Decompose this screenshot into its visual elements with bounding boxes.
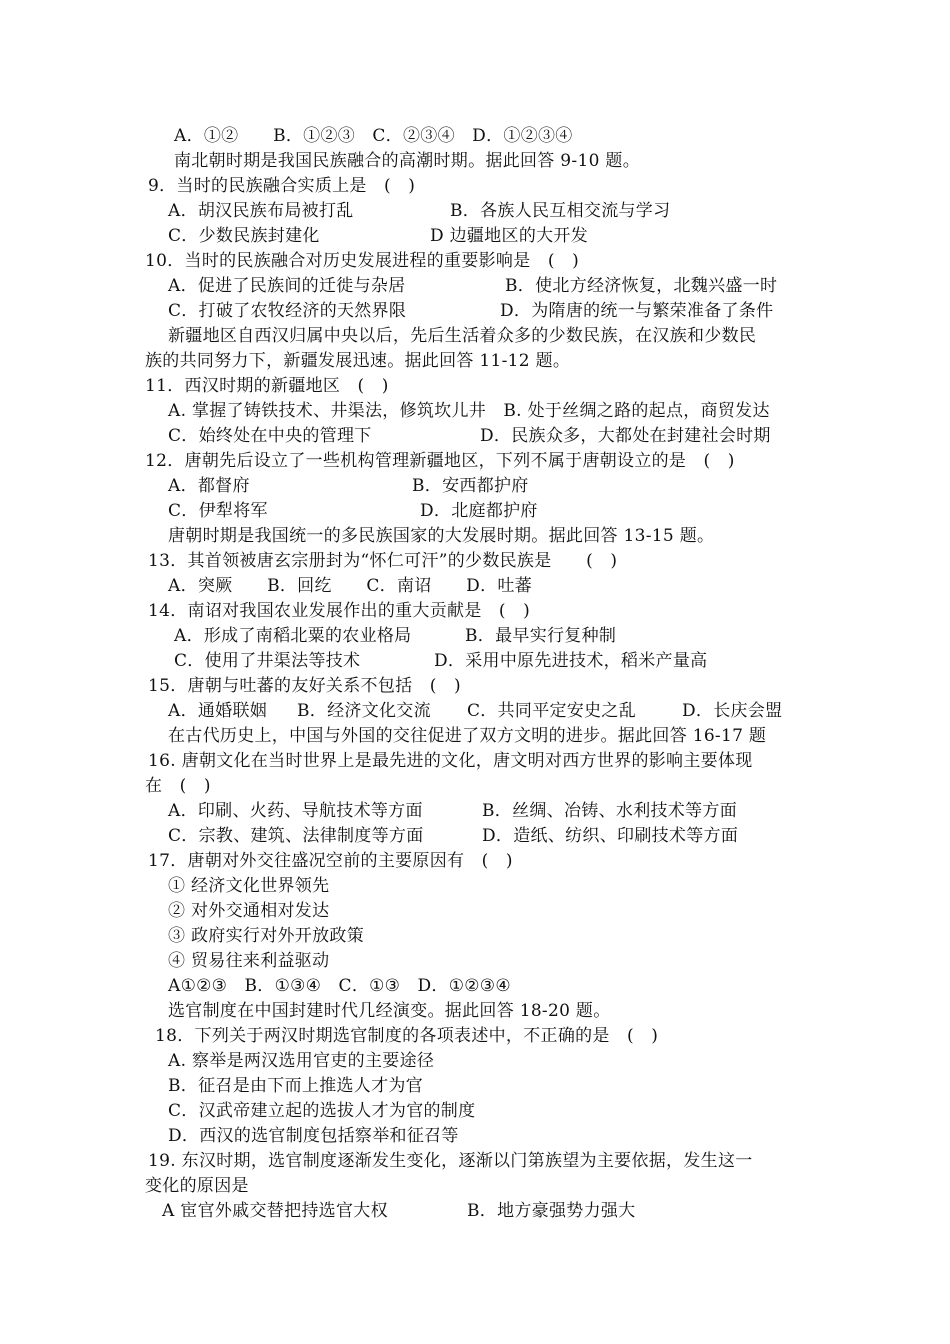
q14-option-d: D．采用中原先进技术，稻米产量高 (434, 651, 708, 671)
q10-option-a: A．促进了民族间的迁徙与杂居 (168, 276, 406, 296)
q17-item-2: ② 对外交通相对发达 (168, 901, 330, 921)
q14-option-a: A．形成了南稻北粟的农业格局 (174, 626, 412, 646)
question-10: 10．当时的民族融合对历史发展进程的重要影响是 ( ) (145, 251, 579, 271)
q16-option-d: D．造纸、纺织、印刷技术等方面 (482, 826, 739, 846)
q17-item-3: ③ 政府实行对外开放政策 (168, 926, 365, 946)
q18-option-d: D．西汉的选官制度包括察举和征召等 (168, 1126, 459, 1146)
q10-option-d: D．为隋唐的统一与繁荣准备了条件 (500, 301, 774, 321)
q10-option-b: B．使北方经济恢复，北魏兴盛一时 (505, 276, 778, 296)
q12-option-c: C．伊犁将军 (168, 501, 268, 521)
intro-16-17: 在古代历史上，中国与外国的交往促进了双方文明的进步。据此回答 16-17 题 (168, 726, 767, 746)
q9-option-b: B．各族人民互相交流与学习 (450, 201, 671, 221)
q18-option-b: B．征召是由下而上推选人才为官 (168, 1076, 423, 1096)
q17-options: A①②③ B．①③④ C．①③ D．①②③④ (168, 976, 511, 996)
q11-options-ab: A. 掌握了铸铁技术、井渠法，修筑坎儿井 B. 处于丝绸之路的起点，商贸发达 (168, 401, 770, 421)
q11-option-d: D．民族众多，大都处在封建社会时期 (480, 426, 771, 446)
q18-option-a: A. 察举是两汉选用官吏的主要途径 (168, 1051, 435, 1071)
question-12: 12．唐朝先后设立了一些机构管理新疆地区，下列不属于唐朝设立的是 ( ) (145, 451, 735, 471)
question-14: 14．南诏对我国农业发展作出的重大贡献是 ( ) (148, 601, 531, 621)
q8-options: A．①② B．①②③ C．②③④ D．①②③④ (174, 126, 573, 146)
q9-option-c: C．少数民族封建化 (168, 226, 320, 246)
question-19-line2: 变化的原因是 (145, 1176, 249, 1196)
intro-13-15: 唐朝时期是我国统一的多民族国家的大发展时期。据此回答 13-15 题。 (168, 526, 715, 546)
question-15: 15．唐朝与吐蕃的友好关系不包括 ( ) (148, 676, 461, 696)
q15-option-b: B．经济文化交流 (297, 701, 431, 721)
q16-option-a: A．印刷、火药、导航技术等方面 (168, 801, 423, 821)
intro-18-20: 选官制度在中国封建时代几经演变。据此回答 18-20 题。 (168, 1001, 611, 1021)
q9-option-a: A．胡汉民族布局被打乱 (168, 201, 354, 221)
q14-option-c: C．使用了井渠法等技术 (174, 651, 361, 671)
q17-item-1: ① 经济文化世界领先 (168, 876, 330, 896)
q15-option-d: D．长庆会盟 (682, 701, 783, 721)
question-18: 18．下列关于两汉时期选官制度的各项表述中，不正确的是 ( ) (155, 1026, 659, 1046)
question-19-line1: 19. 东汉时期，选官制度逐渐发生变化，逐渐以门第族望为主要依据，发生这一 (148, 1151, 753, 1171)
q9-option-d: D 边疆地区的大开发 (430, 226, 589, 246)
q15-option-c: C．共同平定安史之乱 (467, 701, 637, 721)
question-13: 13．其首领被唐玄宗册封为“怀仁可汗”的少数民族是 ( ) (148, 551, 618, 571)
q14-option-b: B．最早实行复种制 (465, 626, 617, 646)
q16-option-b: B．丝绸、冶铸、水利技术等方面 (482, 801, 737, 821)
q19-option-b: B．地方豪强势力强大 (467, 1201, 636, 1221)
q13-options: A．突厥 B．回纥 C．南诏 D．吐蕃 (168, 576, 533, 596)
q11-option-c: C．始终处在中央的管理下 (168, 426, 372, 446)
q18-option-c: C．汉武帝建立起的选拔人才为官的制度 (168, 1101, 476, 1121)
question-16-line2: 在 ( ) (145, 776, 211, 796)
intro-11-12-line2: 族的共同努力下，新疆发展迅速。据此回答 11-12 题。 (145, 351, 571, 371)
intro-9-10: 南北朝时期是我国民族融合的高潮时期。据此回答 9-10 题。 (174, 151, 640, 171)
question-11: 11．西汉时期的新疆地区 ( ) (145, 376, 389, 396)
question-16-line1: 16. 唐朝文化在当时世界上是最先进的文化，唐文明对西方世界的影响主要体现 (148, 751, 753, 771)
q10-option-c: C．打破了农牧经济的天然界限 (168, 301, 407, 321)
q17-item-4: ④ 贸易往来利益驱动 (168, 951, 330, 971)
q12-option-b: B．安西都护府 (412, 476, 529, 496)
q12-option-d: D．北庭都护府 (420, 501, 538, 521)
q15-option-a: A．通婚联姻 (168, 701, 268, 721)
q16-option-c: C．宗教、建筑、法律制度等方面 (168, 826, 424, 846)
intro-11-12-line1: 新疆地区自西汉归属中央以后，先后生活着众多的少数民族，在汉族和少数民 (168, 326, 757, 346)
question-9: 9．当时的民族融合实质上是 ( ) (148, 176, 416, 196)
q19-option-a: A 宦官外戚交替把持选官大权 (162, 1201, 388, 1221)
q12-option-a: A．都督府 (168, 476, 250, 496)
question-17: 17．唐朝对外交往盛况空前的主要原因有 ( ) (148, 851, 513, 871)
